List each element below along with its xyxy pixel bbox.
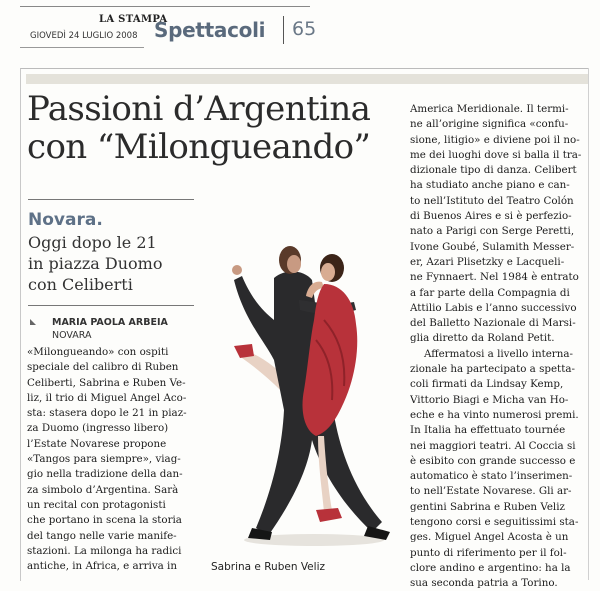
- body-text-line: antiche, in Africa, e arriva in: [27, 560, 177, 573]
- body-text-line: za simbolo d’Argentina. Sarà: [27, 483, 179, 496]
- body-text-line: ne all’origine significa «confu-: [410, 118, 569, 131]
- body-text-line: del Balletto Nazionale di Marsi-: [410, 317, 576, 330]
- body-text-line: In Italia ha effettuato tournée: [410, 424, 566, 437]
- body-text-line: Ivone Goubé, Sulamith Messer-: [410, 240, 575, 253]
- photo-caption: Sabrina e Ruben Veliz: [211, 561, 325, 573]
- subhead-line-1: Oggi dopo le 21: [28, 233, 157, 252]
- masthead-bottom-rule: [20, 47, 144, 48]
- body-text-line: nei maggiori teatri. Al Coccia si: [410, 439, 576, 452]
- body-text-line: un recital con protagonisti: [27, 498, 166, 511]
- body-text-line: gentini Sabrina e Ruben Veliz: [410, 500, 565, 513]
- article-top-band: [26, 74, 588, 84]
- location-label: Novara.: [28, 210, 103, 230]
- body-text-line: America Meridionale. Il termi-: [410, 103, 569, 115]
- body-text-line: speciale del calibro di Ruben: [27, 361, 179, 374]
- body-text-line: me dei luoghi dove si balla il tra-: [410, 148, 582, 161]
- body-text-line: punto di riferimento per il fol-: [410, 546, 567, 559]
- subhead-line-3: con Celiberti: [28, 275, 133, 294]
- body-column-right: [410, 102, 590, 592]
- body-text-line: to nell’Istituto del Teatro Colón: [410, 194, 574, 207]
- body-text-line: ges. Miguel Angel Acosta è un: [410, 531, 569, 544]
- headline-line-1: Passioni d’Argentina: [27, 89, 371, 129]
- body-text-line: clore andino e argentino: ha la: [410, 561, 571, 574]
- body-text-line: eche e ha vinto numerosi premi.: [410, 408, 579, 421]
- headline-line-2: con “Milongueando”: [27, 127, 371, 167]
- body-text-line: tengono corsi e seguitissimi sta-: [410, 516, 579, 529]
- body-text-line: automatico è stato l’inserimen-: [410, 470, 573, 483]
- body-text-line: er, Azari Plisetzky e Lacqueli-: [410, 255, 565, 268]
- body-text-line: stazioni. La milonga ha radici: [27, 544, 182, 557]
- issue-date: GIOVEDÌ 24 LUGLIO 2008: [30, 31, 138, 41]
- body-text-line: sua seconda patria a Torino.: [410, 577, 558, 590]
- body-text-line: dizionale tipo di danza. Celibert: [410, 164, 577, 177]
- body-text-line: liz, il trio di Miguel Angel Aco-: [27, 391, 187, 404]
- tango-dancers-photo: [204, 240, 400, 558]
- body-text-line: ha studiato anche piano e can-: [410, 179, 570, 192]
- body-text-line: sione, litigio» e diviene poi il no-: [410, 133, 580, 146]
- body-text-line: del tango nelle varie manife-: [27, 529, 177, 542]
- body-text-line: l’Estate Novarese propone: [27, 437, 167, 450]
- body-text-line: coli firmati da Lindsay Kemp,: [410, 378, 564, 391]
- body-text-line: sta: stasera dopo le 21 in piaz-: [27, 407, 187, 420]
- paper-name: LA STAMPA: [99, 14, 168, 25]
- body-text-line: ne Fynnaert. Nel 1984 è entrato: [410, 271, 579, 284]
- body-text-line: è esibito con grande successo e: [410, 454, 576, 467]
- body-text-line: gio nella tradizione della dan-: [27, 468, 183, 481]
- body-text-line: di Buenos Aires e si è perfezio-: [410, 210, 572, 223]
- body-text-line: zionale ha partecipato a spetta-: [410, 363, 575, 376]
- body-text-line: che portano in scena la storia: [27, 514, 182, 527]
- body-text-line: Attilio Labis e l’anno successivo: [410, 301, 577, 314]
- author-location: NOVARA: [52, 330, 92, 341]
- body-text-line: «Tangos para siempre», viag-: [27, 453, 181, 466]
- masthead-top-rule: [20, 6, 310, 7]
- body-text-line: a far parte della Compagnia di: [410, 286, 570, 299]
- body-text-line: za Duomo (ingresso libero): [27, 422, 169, 435]
- section-title: Spettacoli: [154, 18, 266, 42]
- masthead-divider: [283, 16, 284, 44]
- body-text-line: Celiberti, Sabrina e Ruben Ve-: [27, 376, 186, 389]
- body-text-line: «Milongueando» con ospiti: [27, 346, 169, 358]
- body-column-left: [27, 345, 199, 574]
- subhead-line-2: in piazza Duomo: [28, 254, 163, 273]
- body-text-line: Vittorio Biagi e Micha van Ho-: [410, 393, 569, 406]
- body-text-line: Affermatosi a livello interna-: [424, 347, 573, 360]
- subhead-rule: [28, 305, 194, 306]
- body-text-line: nato a Parigi con Serge Peretti,: [410, 225, 575, 238]
- body-text-line: glia diretto da Roland Petit.: [410, 332, 555, 345]
- subhead: [28, 232, 198, 295]
- author-name: MARIA PAOLA ARBEIA: [52, 317, 168, 328]
- byline-arrow-icon: [30, 319, 36, 325]
- page-number: 65: [292, 18, 317, 40]
- headline-rule: [28, 199, 194, 200]
- masthead: [20, 6, 317, 42]
- body-text-line: to nell’Estate Novarese. Gli ar-: [410, 485, 572, 498]
- headline: [27, 90, 397, 166]
